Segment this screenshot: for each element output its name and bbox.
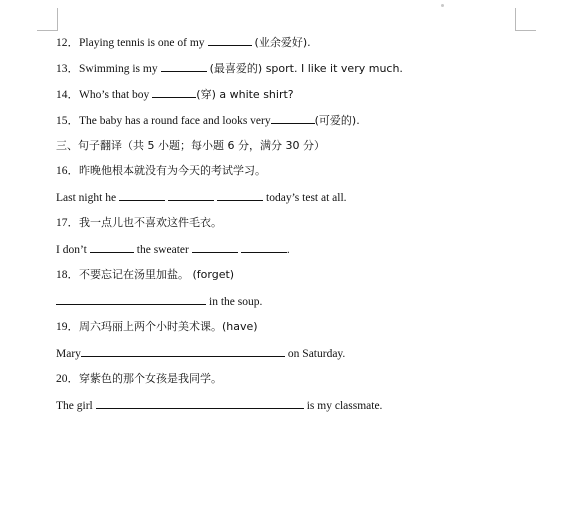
answer-text: . [286, 244, 290, 256]
question-text: Who’s that boy [79, 89, 150, 101]
question-16-answer [56, 190, 347, 205]
question-number: 17． [56, 217, 79, 229]
question-number: 20． [56, 373, 79, 385]
question-19-answer [56, 346, 345, 361]
question-number: 14． [56, 89, 79, 101]
answer-text: Last night he [56, 192, 117, 204]
question-prompt: 我一点儿也不喜欢这件毛衣。 [79, 216, 222, 229]
answer-text: I don’t [56, 244, 87, 256]
question-prompt: 不要忘记在汤里加盐。 (forget) [79, 268, 235, 281]
question-18-prompt [56, 268, 234, 282]
question-19-prompt [56, 320, 258, 334]
question-number: 12． [56, 37, 79, 49]
question-hint: (最喜爱的) sport. I like it very much. [209, 62, 403, 75]
question-15 [56, 113, 360, 128]
answer-blank[interactable] [168, 190, 214, 201]
question-18-answer [56, 294, 262, 309]
question-14 [56, 87, 294, 102]
answer-blank[interactable] [81, 346, 285, 357]
answer-text: on Saturday. [287, 348, 346, 360]
crop-mark-top-right [515, 30, 536, 31]
answer-blank[interactable] [241, 242, 287, 253]
question-number: 15． [56, 115, 79, 127]
question-17-prompt [56, 216, 222, 230]
question-number: 19． [56, 321, 79, 333]
question-number: 18． [56, 269, 79, 281]
question-12 [56, 35, 311, 50]
section-title: 三、句子翻译（共 5 小题；每小题 6 分，满分 30 分） [56, 139, 325, 152]
question-20-prompt [56, 372, 222, 386]
question-16-prompt [56, 164, 266, 178]
answer-blank[interactable] [271, 113, 315, 124]
answer-text: in the soup. [209, 296, 263, 308]
answer-blank[interactable] [119, 190, 165, 201]
answer-text: the sweater [136, 244, 189, 256]
question-text: The baby has a round face and looks very [79, 115, 271, 127]
answer-text: is my classmate. [306, 400, 383, 412]
question-number: 16． [56, 165, 79, 177]
question-prompt: 昨晚他根本就没有为今天的考试学习。 [79, 164, 266, 177]
crop-mark-top-left [57, 8, 58, 30]
question-13 [56, 61, 403, 76]
question-17-answer [56, 242, 290, 257]
question-number: 13． [56, 63, 79, 75]
crop-mark-top-left [37, 30, 58, 31]
question-hint: (业余爱好). [254, 36, 311, 49]
question-text: Playing tennis is one of my [79, 37, 205, 49]
question-hint: (穿) a white shirt? [196, 88, 294, 101]
crop-mark-top-right [515, 8, 516, 30]
answer-text: Mary [56, 348, 81, 360]
question-hint: (可爱的). [314, 114, 360, 127]
answer-blank[interactable] [56, 294, 206, 305]
answer-text: today’s test at all. [266, 192, 347, 204]
answer-blank[interactable] [192, 242, 238, 253]
question-20-answer [56, 398, 382, 413]
page-dot-marker [441, 4, 444, 7]
question-prompt: 周六玛丽上两个小时美术课。(have) [79, 320, 258, 333]
answer-blank[interactable] [217, 190, 263, 201]
answer-blank[interactable] [208, 35, 252, 46]
answer-blank[interactable] [161, 61, 207, 72]
answer-blank[interactable] [152, 87, 196, 98]
answer-text: The girl [56, 400, 93, 412]
question-prompt: 穿紫色的那个女孩是我同学。 [79, 372, 222, 385]
question-text: Swimming is my [79, 63, 158, 75]
answer-blank[interactable] [96, 398, 304, 409]
answer-blank[interactable] [90, 242, 134, 253]
